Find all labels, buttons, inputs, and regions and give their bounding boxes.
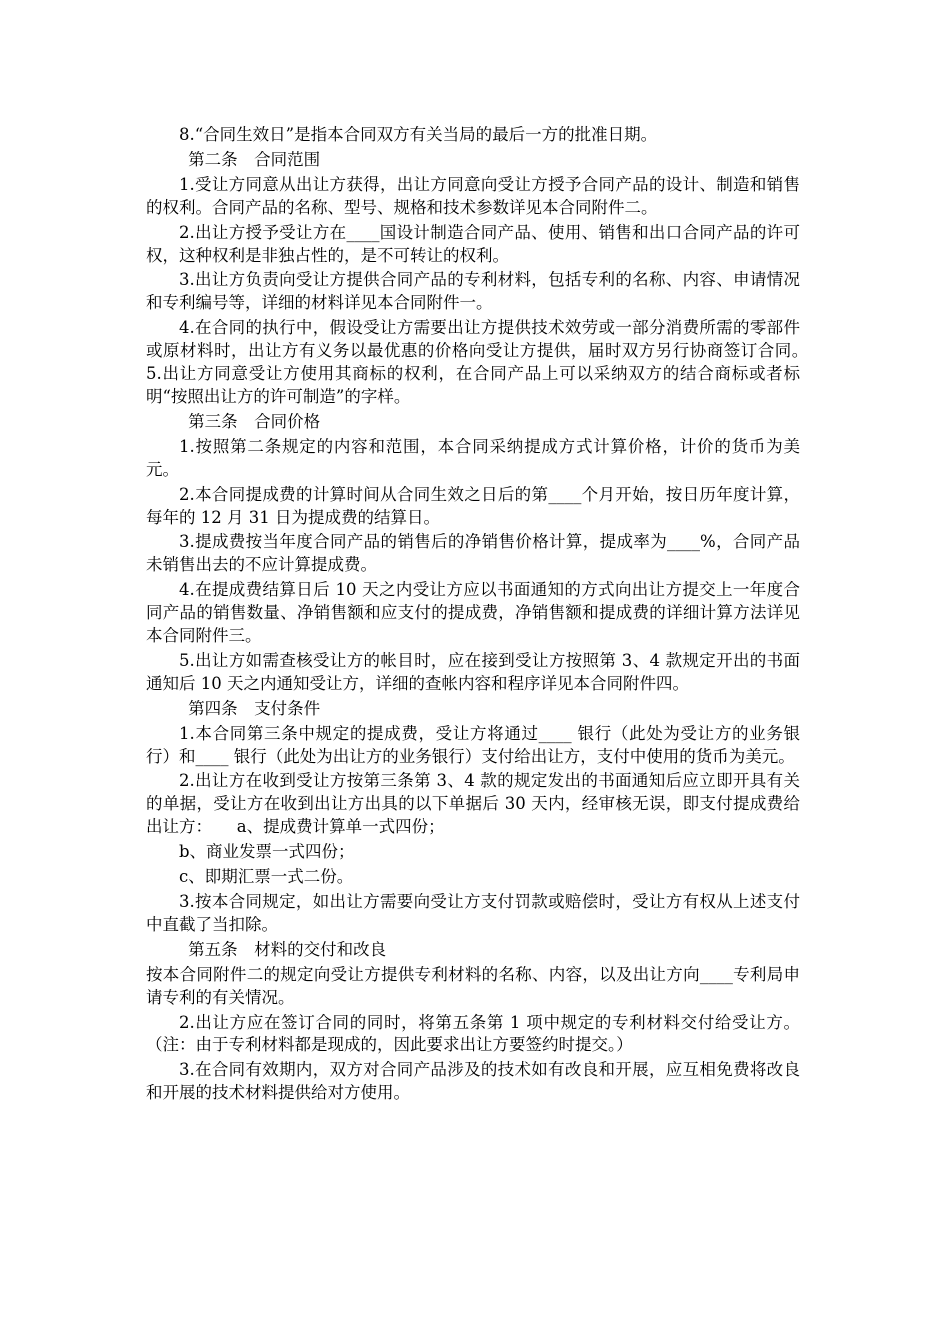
article-4-item-c: c、即期汇票一式二份。: [179, 867, 354, 887]
article-3-clause-1: 1.按照第二条规定的内容和范围，本合同采纳提成方式计算价格，计价的货币为美元。: [146, 436, 800, 479]
article-4-clause-3: 3.按本合同规定，如出让方需要向受让方支付罚款或赔偿时，受让方有权从上述支付中直截了当扣除。: [146, 892, 800, 934]
article-2-clause-1: 1.受让方同意从出让方获得，出让方同意向受让方授予合同产品的设计、制造和销售的权利。合同产品的名称、型号、规格和技术参数详见本合同附件二。: [146, 174, 800, 217]
article-2-heading: 第二条 合同范围: [188, 149, 321, 169]
paragraph-8-effective-date: 8.“合同生效日”是指本合同双方有关当局的最后一方的批准日期。: [179, 125, 658, 144]
article-3-clause-5: 5.出让方如需查核受让方的帐目时，应在接到受让方按照第 3、4 款规定开出的书面通知后 10 天之内通知受让方，详细的查帐内容和程序详见本合同附件四。: [146, 650, 800, 693]
article-3-clause-2: 2.本合同提成费的计算时间从合同生效之日后的第____个月开始，按日历年度计算，每年的 12 月 31 日为提成费的结算日。: [146, 484, 800, 527]
article-5-heading: 第五条 材料的交付和改良: [188, 939, 387, 959]
article-5-clause-2: 2.出让方应在签订合同的同时，将第五条第 1 项中规定的专利材料交付给受让方。（注：由于专利材料都是现成的，因此要求出让方要签约时提交。）: [146, 1012, 800, 1055]
article-4-clause-2: 2.出让方在收到受让方按第三条第 3、4 款的规定发出的书面通知后应立即开具有关的单据，受让方在收到出让方出具的以下单据后 30 天内，经审核无误，即支付提成费给出让方： a、提成费计算单一式四份；: [146, 771, 800, 837]
article-3-clause-4: 4.在提成费结算日后 10 天之内受让方应以书面通知的方式向出让方提交上一年度合同产品的销售数量、净销售额和应支付的提成费，净销售额和提成费的详细计算方法详见本合同附件三。: [146, 580, 800, 646]
article-2-clause-4-5: 4.在合同的执行中，假设受让方需要出让方提供技术效劳或一部分消费所需的零部件或原材料时，出让方有义务以最优惠的价格向受让方提供，届时双方另行协商签订合同。 5.出让方同意受让方使用其商标的权利，在合同产品上可以采纳双方的结合商标或者标明“按照出让方的许可制造”的字样。: [146, 318, 833, 406]
article-2-clause-3: 3.出让方负责向受让方提供合同产品的专利材料，包括专利的名称、内容、申请情况和专利编号等，详细的材料详见本合同附件一。: [146, 270, 800, 313]
document-page: [146, 124, 833, 1107]
article-3-clause-3: 3.提成费按当年度合同产品的销售后的净销售价格计算，提成率为____%，合同产品未销售出去的不应计算提成费。: [146, 532, 800, 575]
article-4-item-b: b、商业发票一式四份；: [179, 842, 355, 862]
article-5-clause-1: 按本合同附件二的规定向受让方提供专利材料的名称、内容，以及出让方向____专利局申请专利的有关情况。: [146, 964, 800, 1007]
article-4-heading: 第四条 支付条件: [188, 698, 321, 718]
article-4-clause-1: 1.本合同第三条中规定的提成费，受让方将通过____ 银行（此处为受让方的业务银行）和____ 银行（此处为出让方的业务银行）支付给出让方，支付中使用的货币为美元。: [146, 723, 800, 766]
article-2-clause-2: 2.出让方授予受让方在____国设计制造合同产品、使用、销售和出口合同产品的许可权，这种权利是非独占性的，是不可转让的权利。: [146, 222, 800, 265]
article-3-heading: 第三条 合同价格: [188, 411, 321, 431]
article-5-clause-3: 3.在合同有效期内，双方对合同产品涉及的技术如有改良和开展，应互相免费将改良和开展的技术材料提供给对方使用。: [146, 1060, 800, 1103]
